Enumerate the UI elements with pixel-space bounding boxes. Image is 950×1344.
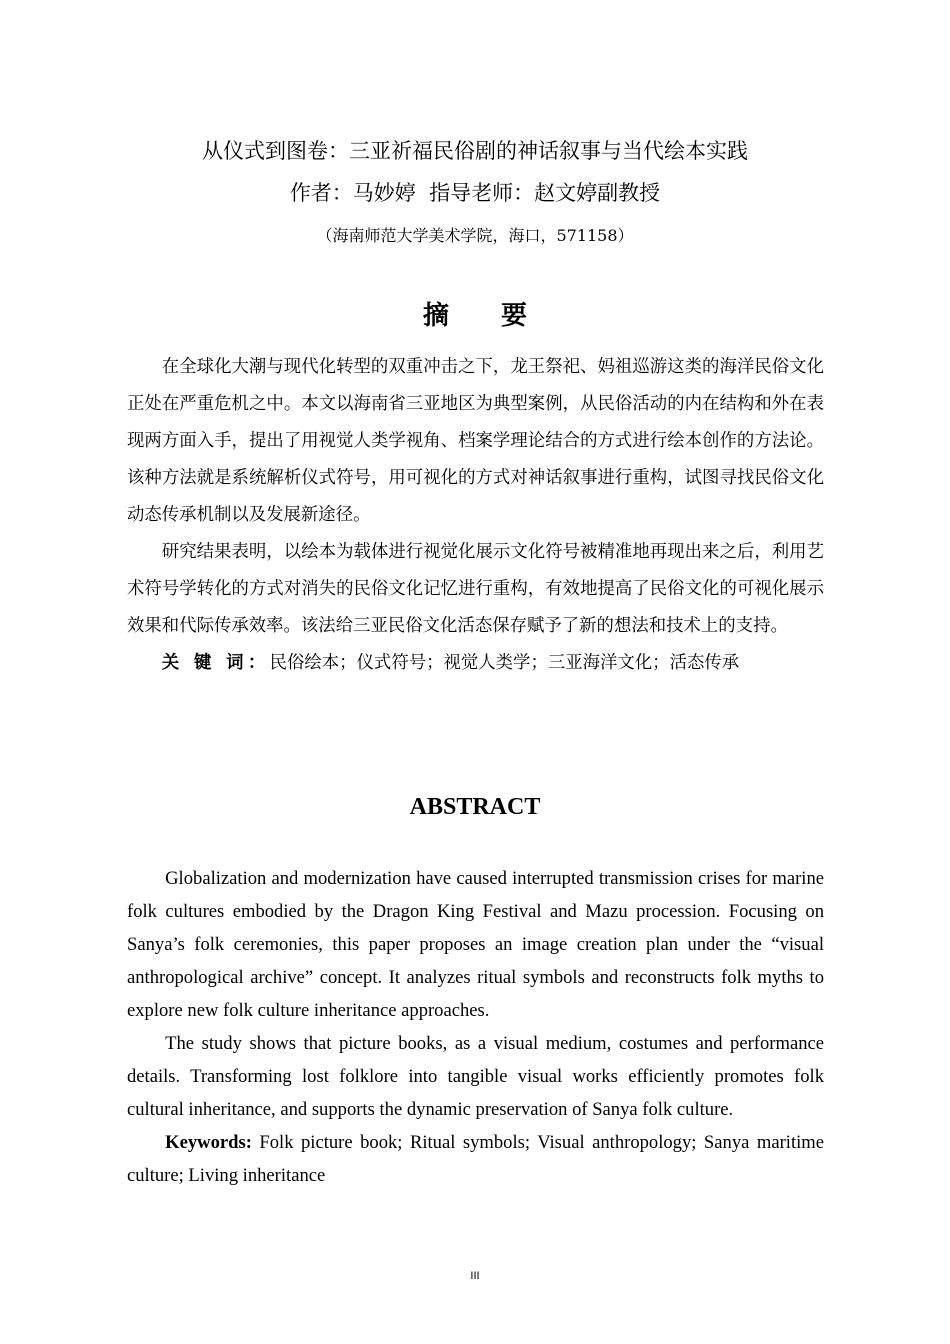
chinese-keywords-text: 民俗绘本；仪式符号；视觉人类学；三亚海洋文化；活态传承 (269, 653, 740, 673)
paper-title: 从仪式到图卷：三亚祈福民俗剧的神话叙事与当代绘本实践 (202, 139, 748, 163)
chinese-keywords (127, 645, 824, 682)
page-number: III (470, 1270, 480, 1282)
english-keywords-label: Keywords: (165, 1132, 252, 1153)
chinese-abstract-paragraph: 研究结果表明，以绘本为载体进行视觉化展示文化符号被精准地再现出来之后，利用艺术符号学转化的方式对消失的民俗文化记忆进行重构，有效地提高了民俗文化的可视化展示效果和代际传承效率。该法给三亚民俗文化活态保存赋予了新的想法和技术上的支持。 (127, 542, 824, 636)
english-abstract-heading: ABSTRACT (409, 794, 541, 820)
chinese-abstract-heading (0, 298, 950, 334)
chinese-abstract-body (127, 349, 824, 682)
english-keywords (127, 1126, 824, 1192)
english-keywords-text: Folk picture book; Ritual symbols; Visual anthropology; Sanya maritime culture; Living inheritance (127, 1132, 824, 1186)
english-abstract-paragraph: The study shows that picture books, as a visual medium, costumes and performance details. Transforming lost folklore into tangible visual works efficiently promotes folk cultural inheritance, and supports the dynamic preservation of Sanya folk culture. (127, 1033, 824, 1120)
heading-char-2: 要 (501, 301, 528, 331)
english-abstract-body (127, 862, 824, 1192)
chinese-abstract-paragraph: 在全球化大潮与现代化转型的双重冲击之下，龙王祭祀、妈祖巡游这类的海洋民俗文化正处在严重危机之中。本文以海南省三亚地区为典型案例，从民俗活动的内在结构和外在表现两方面入手，提出了用视觉人类学视角、档案学理论结合的方式进行绘本创作的方法论。该种方法就是系统解析仪式符号，用可视化的方式对神话叙事进行重构，试图寻找民俗文化动态传承机制以及发展新途径。 (127, 357, 824, 525)
affiliation: （海南师范大学美术学院，海口，571158） (316, 226, 634, 245)
author-line: 作者：马妙婷 指导老师：赵文婷副教授 (289, 181, 661, 205)
heading-char-1: 摘 (422, 301, 449, 331)
chinese-keywords-label: 关 键 词： (161, 653, 270, 673)
english-abstract-paragraph: Globalization and modernization have caused interrupted transmission crises for marine folk cultures embodied by the Dragon King Festival and Mazu procession. Focusing on Sanya’s folk ceremonies, this paper proposes an image creation plan under the “visual anthropological archive” concept. It analyzes ritual symbols and reconstructs folk myths to explore new folk culture inheritance approaches. (127, 868, 824, 1021)
